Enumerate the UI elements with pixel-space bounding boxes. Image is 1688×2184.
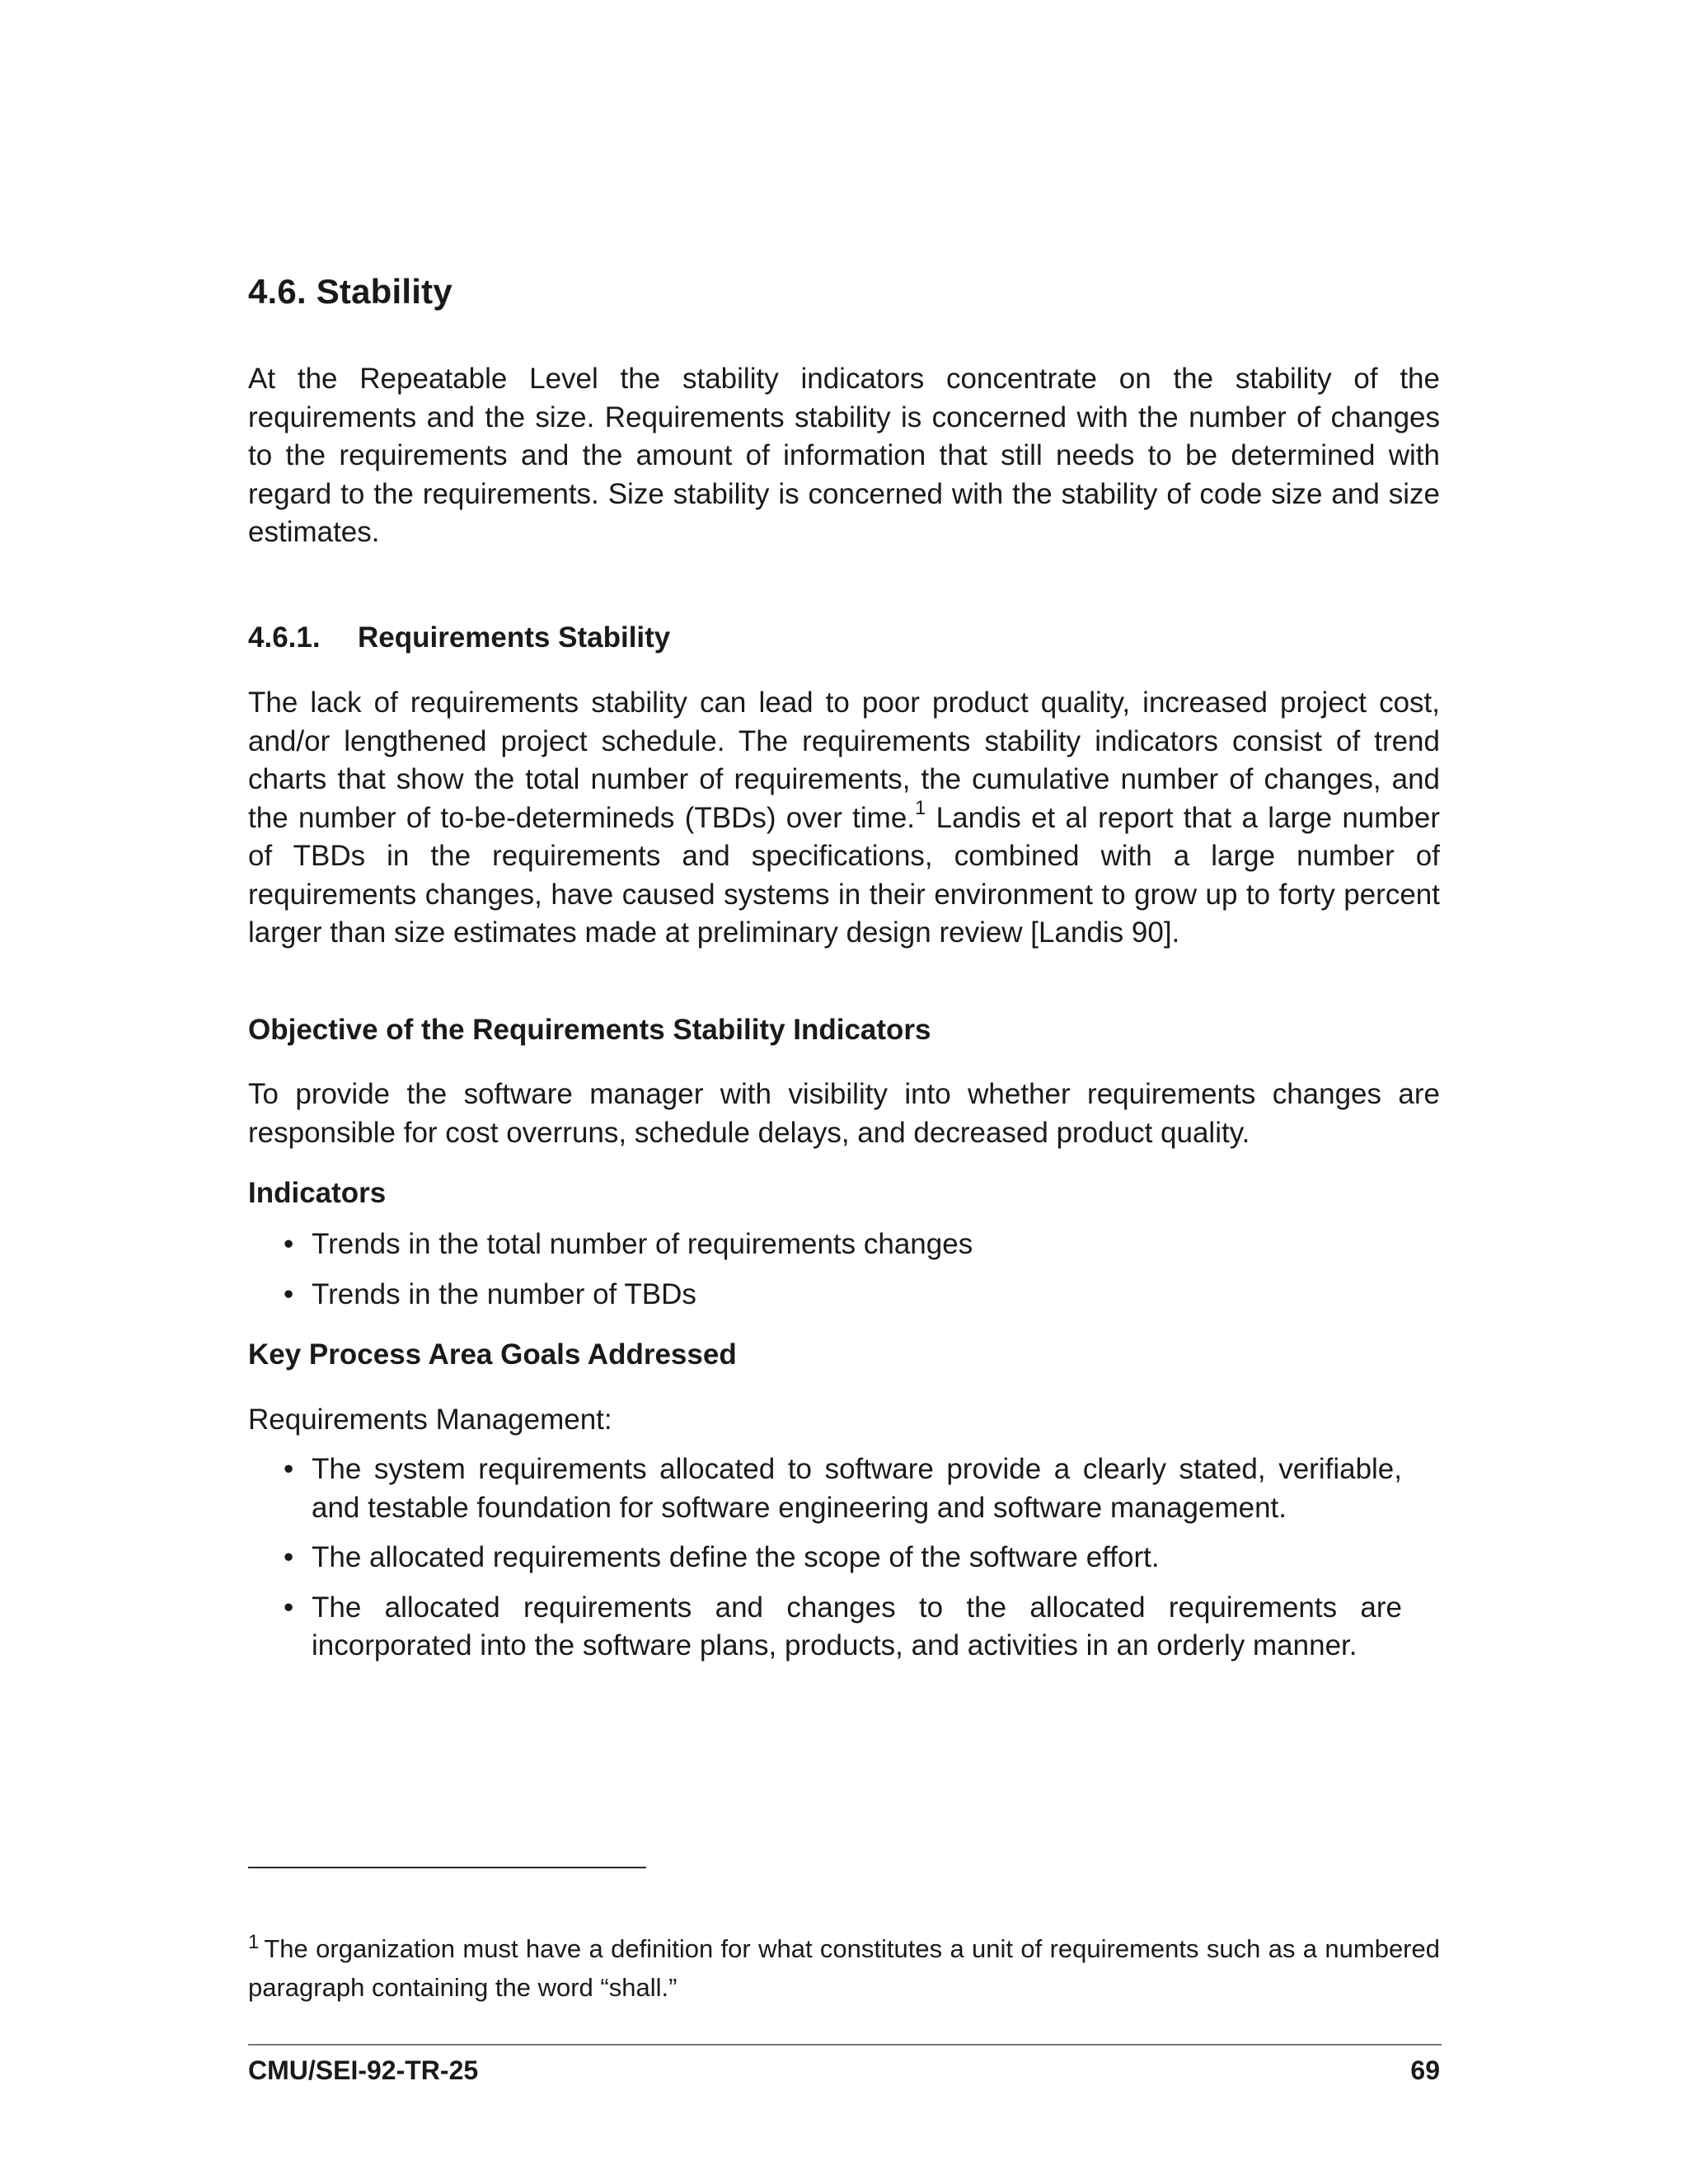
indicators-heading-block: [248, 1177, 1440, 1210]
list-item: [248, 1276, 1440, 1315]
kpa-intro-block: [248, 1401, 1440, 1440]
indicators-heading: Indicators: [248, 1177, 387, 1209]
footnote: [248, 1929, 1440, 2007]
bullet-marker: •: [284, 1228, 294, 1260]
bullet-marker: •: [284, 1541, 294, 1573]
subsection-number: 4.6.1.: [248, 621, 321, 654]
kpa-list-block: [248, 1451, 1440, 1666]
bullet-marker: •: [284, 1453, 294, 1485]
indicators-list: [248, 1226, 1440, 1314]
kpa-intro: Requirements Management:: [248, 1404, 612, 1436]
document-page: [248, 0, 1440, 2184]
paragraph-text-part-1: The lack of requirements stability can lead to poor product quality, increased project cost, and/or lengthened project schedule. The requirements stability indicators consist of trend charts that show the total number of requirements, the cumulative number of changes, and the number of to-be-determineds (TBDs) over time.: [248, 687, 1440, 834]
kpa-heading-block: [248, 1338, 1440, 1371]
requirements-stability-paragraph: [248, 684, 1440, 953]
footnote-text: The organization must have a definition for what constitutes a unit of requirements such as a numbered paragraph containing the word “shall.”: [248, 1934, 1440, 2002]
bullet-marker: •: [284, 1591, 294, 1624]
list-item-text: The allocated requirements define the scope of the software effort.: [312, 1541, 1160, 1573]
footer-separator: [248, 2044, 1442, 2046]
objective-paragraph: To provide the software manager with visibility into whether requirements changes are responsible for cost overruns, schedule delays, and decreased product quality.: [248, 1078, 1440, 1149]
section-intro-paragraph: At the Repeatable Level the stability indicators concentrate on the stability of the requirements and the size. Requirements stability is concerned with the number of changes to the requirements and the amount of information that still needs to be determined with regard to the requirements. Size stability is concerned with the stability of code size and size estimates.: [248, 363, 1440, 548]
bullet-marker: •: [284, 1277, 294, 1310]
indicators-list-block: [248, 1226, 1440, 1314]
objective-heading: Objective of the Requirements Stability Indicators: [248, 1014, 931, 1046]
section-intro-block: [248, 360, 1440, 552]
footer-report-id: CMU/SEI-92-TR-25: [248, 2055, 479, 2085]
list-item: [248, 1589, 1402, 1666]
paragraph-text-part-2: Landis et al report that a large number of TBDs in the requirements and specifications, combined with a large number of requirements changes, have caused systems in their environment to grow up to forty percent larger than size estimates made at preliminary design review [Landis 90].: [248, 801, 1441, 949]
subsection-heading: [248, 621, 1440, 654]
list-item: [248, 1539, 1402, 1577]
kpa-heading: Key Process Area Goals Addressed: [248, 1338, 737, 1371]
list-item: [248, 1226, 1440, 1264]
subsection-heading-block: [248, 621, 1440, 654]
list-item-text: The allocated requirements and changes to the allocated requirements are incorporated into the software plans, products, and activities in an orderly manner.: [312, 1591, 1402, 1661]
footer-page-number: 69: [1410, 2055, 1440, 2085]
list-item: [248, 1451, 1402, 1527]
subsection-title: Requirements Stability: [358, 621, 671, 654]
requirements-stability-block: [248, 684, 1440, 953]
footnote-marker: 1: [248, 1930, 260, 1953]
objective-text-block: [248, 1076, 1440, 1152]
kpa-goals-list: [248, 1451, 1440, 1666]
footnote-reference[interactable]: 1: [915, 796, 926, 819]
list-item-text: Trends in the total number of requirements changes: [312, 1228, 973, 1260]
list-item-text: The system requirements allocated to software provide a clearly stated, verifiable, and testable foundation for software engineering and software management.: [312, 1453, 1402, 1524]
footnote-separator: [248, 1867, 646, 1868]
list-item-text: Trends in the number of TBDs: [312, 1277, 696, 1310]
objective-heading-block: [248, 1014, 1440, 1047]
section-title: 4.6. Stability: [248, 272, 452, 311]
